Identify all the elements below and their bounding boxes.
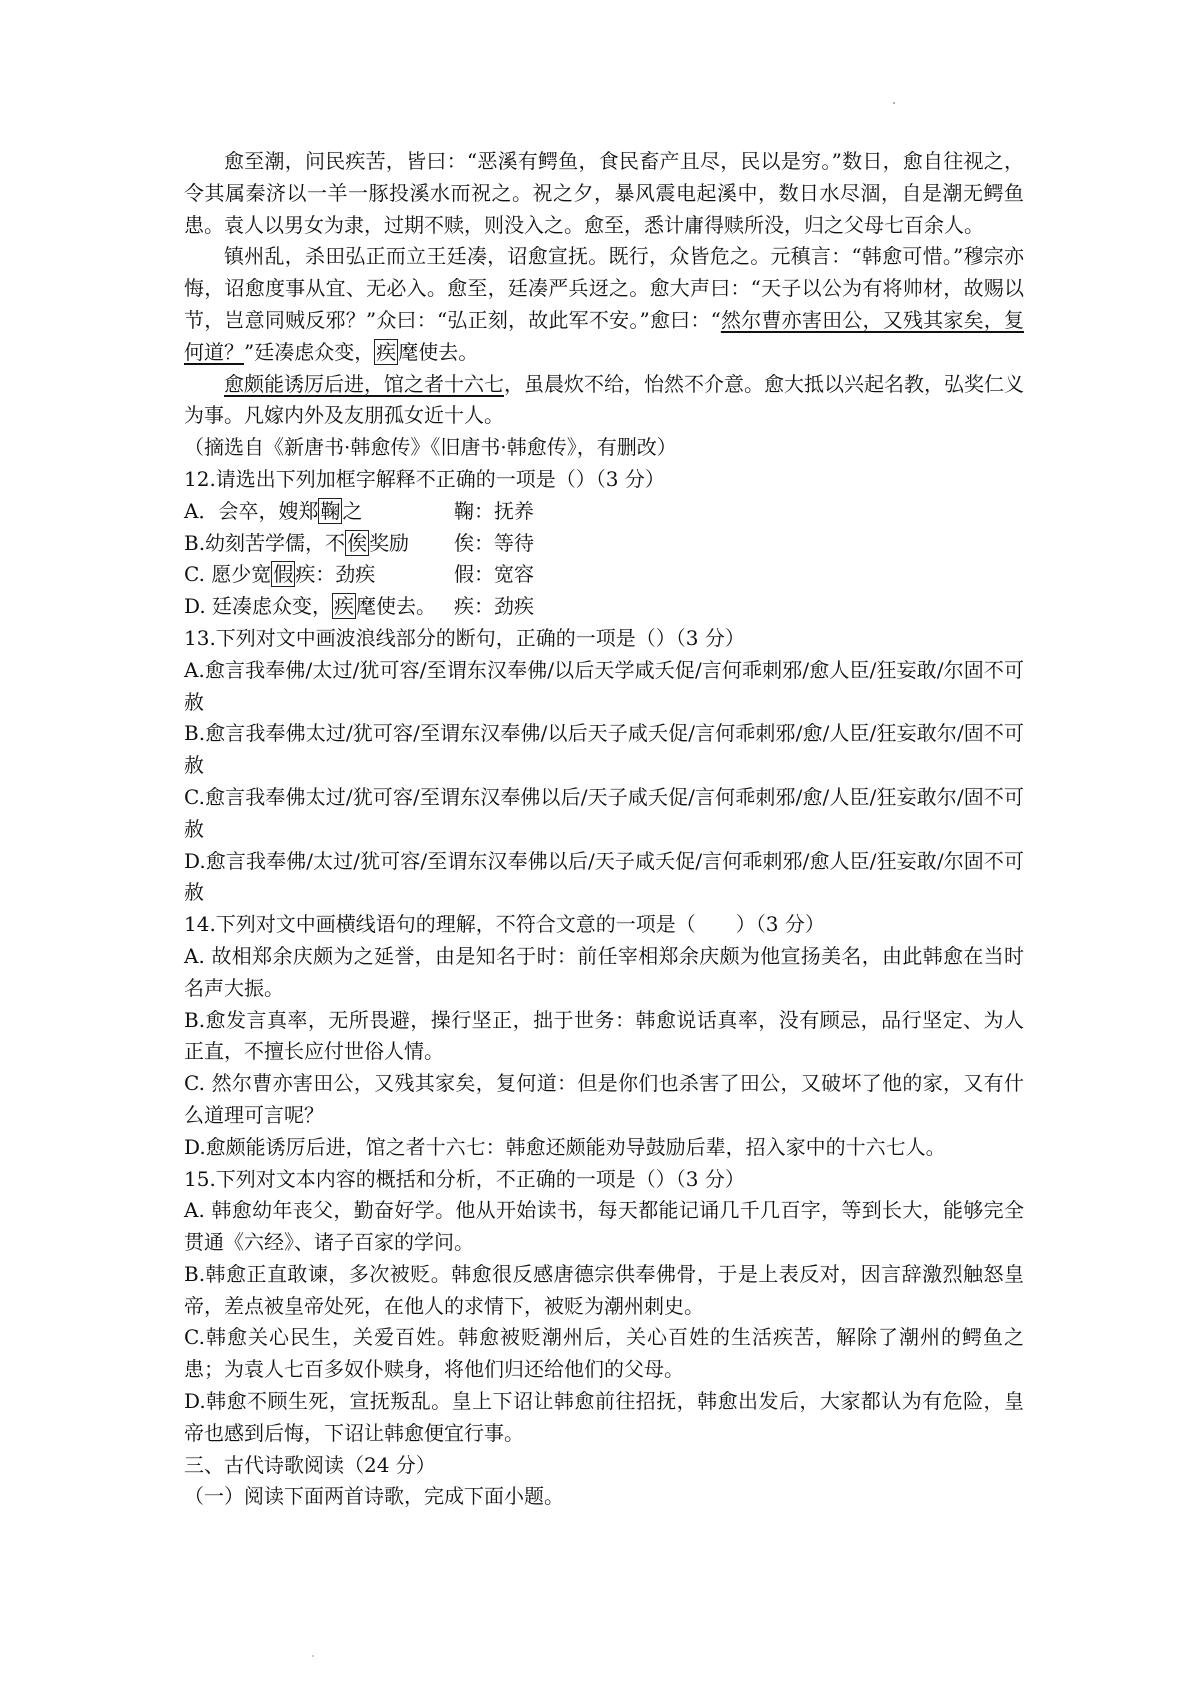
passage-paragraph-1: 愈至潮，问民疾苦，皆曰：“恶溪有鳄鱼，食民畜产且尽，民以是穷。”数日，愈自往视之，令其属秦济以一羊一豚投溪水而祝之。祝之夕，暴风震电起溪中，数日水尽涸，自是潮无鳄鱼患。袁人以男女为隶，过期不赎，则没入之。愈至，悉计庸得赎所没，归之父母七百余人。 (184, 149, 1024, 237)
question-13-option-c: C.愈言我奉佛太过/犹可容/至谓东汉奉佛以后/天子咸夭促/言何乖刺邪/愈/人臣/狂妄敢尔/固不可赦 (184, 784, 1024, 841)
option-gloss: 鞠：抚养 (454, 498, 534, 523)
question-14-option-d: D.愈颇能诱厉后进，馆之者十六七：韩愈还颇能劝导鼓励后辈，招入家中的十六七人。 (184, 1134, 946, 1159)
question-15-option-b: B.韩愈正直敢谏，多次被贬。韩愈很反感唐德宗供奉佛骨，于是上表反对，因言辞激烈触怒皇帝，差点被皇帝处死，在他人的求情下，被贬为潮州刺史。 (184, 1261, 1024, 1318)
scan-speck (893, 102, 895, 104)
underlined-sentence: 然尔曹亦害田公，又残其家矣，复何道？ (184, 307, 1025, 364)
boxed-character: 疾 (334, 594, 355, 619)
scan-speck (312, 1655, 314, 1657)
option-gloss: 俟：等待 (454, 530, 534, 555)
question-12-option-c: C. 愿少宽 假 疾：劲疾 假：宽容 (184, 562, 534, 587)
question-13-option-a: A.愈言我奉佛/太过/犹可容/至谓东汉奉佛/以后天学咸夭促/言何乖刺邪/愈人臣/狂妄敢/尔固不可赦 (184, 657, 1024, 714)
passage-source: （摘选自《新唐书·韩愈传》《旧唐书·韩愈传》，有删改） (184, 435, 677, 460)
question-12-stem: 12.请选出下列加框字解释不正确的一项是（）（3 分） (184, 466, 665, 491)
section-3-instruction: （一）阅读下面两首诗歌，完成下面小题。 (184, 1484, 564, 1509)
question-12-option-d: D. 廷凑虑众变， 疾 麾使去。 疾：劲疾 (184, 594, 534, 619)
question-14-option-a: A. 故相郑余庆颇为之延誉，由是知名于时：前任宰相郑余庆颇为他宣扬美名，由此韩愈在当时名声大振。 (184, 943, 1024, 1000)
section-3-heading: 三、古代诗歌阅读（24 分） (184, 1452, 436, 1477)
underlined-sentence: 愈颇能诱厉后进，馆之者十六七 (224, 371, 504, 396)
boxed-character: 假 (273, 562, 294, 587)
question-14-option-c: C. 然尔曹亦害田公，又残其家矣，复何道：但是你们也杀害了田公，又破坏了他的家，又有什么道理可言呢？ (184, 1071, 1024, 1127)
passage-paragraph-3: 愈颇能诱厉后进，馆之者十六七，虽晨炊不给，怡然不介意。愈大抵以兴起名教，弘奖仁义为事。凡嫁内外及友朋孤女近十人。 (184, 371, 1024, 428)
question-14-stem: 14.下列对文中画横线语句的理解，不符合文意的一项是（ ）（3 分） (184, 912, 825, 937)
question-12-option-b: B.幼刻苦学儒，不 俟 奖励 俟：等待 (184, 530, 534, 555)
question-15-option-d: D.韩愈不顾生死，宣抚叛乱。皇上下诏让韩愈前往招抚，韩愈出发后，大家都认为有危险，皇帝也感到后悔，下诏让韩愈便宜行事。 (184, 1389, 1024, 1445)
question-15-stem: 15.下列对文本内容的概括和分析，不正确的一项是（）（3 分） (184, 1166, 745, 1191)
boxed-character: 鞠 (320, 498, 341, 523)
question-14-option-b: B.愈发言真率，无所畏避，操行坚正，拙于世务：韩愈说话真率，没有顾忌，品行坚定、为人正直，不擅长应付世俗人情。 (184, 1007, 1024, 1064)
question-13-stem: 13.下列对文中画波浪线部分的断句，正确的一项是（）（3 分） (184, 625, 745, 650)
question-15-option-a: A. 韩愈幼年丧父，勤奋好学。他从开始读书，每天都能记诵几千几百字，等到长大，能够完全贯通《六经》、诸子百家的学问。 (184, 1198, 1024, 1255)
boxed-character: 俟 (347, 530, 368, 555)
boxed-character: 疾 (376, 339, 397, 364)
question-13-option-b: B.愈言我奉佛太过/犹可容/至谓东汉奉佛/以后天子咸夭促/言何乖刺邪/愈/人臣/狂妄敢尔/固不可赦 (184, 721, 1024, 778)
option-gloss: 假：宽容 (454, 562, 534, 587)
page-text (184, 146, 1024, 1513)
question-15-option-c: C.韩愈关心民生，关爱百姓。韩愈被贬潮州后，关心百姓的生活疾苦，解除了潮州的鳄鱼之患；为袁人七百多奴仆赎身，将他们归还给他们的父母。 (184, 1325, 1024, 1382)
question-13-option-d: D.愈言我奉佛/太过/犹可容/至谓东汉奉佛以后/天子咸夭促/言何乖刺邪/愈人臣/狂妄敢/尔固不可赦 (184, 848, 1024, 905)
question-12-option-a: A．会卒，嫂郑 鞠 之 鞠：抚养 (184, 498, 534, 523)
option-gloss: 疾：劲疾 (454, 594, 534, 619)
passage-paragraph-2: 镇州乱，杀田弘正而立王廷凑，诏愈宣抚。既行，众皆危之。元稹言：“韩愈可惜。”穆宗亦悔，诏愈度事从宜、无必入。愈至，廷凑严兵迓之。愈大声曰：“天子以公为有将帅材，故赐以节，岂意同贼反邪？”众曰：“弘正刻，故此军不安。”愈曰：“然尔曹亦害田公，又残其家矣，复何道？”廷凑虑众变， 疾 麾使去。 (184, 244, 1025, 364)
